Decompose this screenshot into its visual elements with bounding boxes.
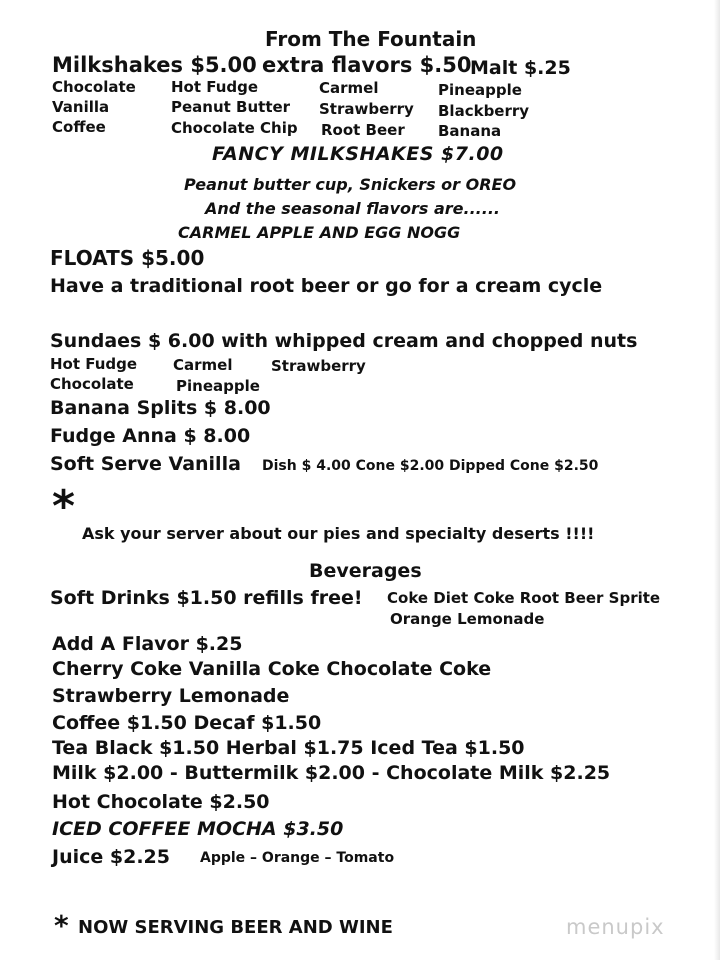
menupix-watermark: menupix [566, 915, 665, 939]
milk-price: Milk $2.00 - Buttermilk $2.00 - Chocolate Milk $2.25 [52, 762, 611, 784]
fancy-milkshakes-heading: FANCY MILKSHAKES $7.00 [212, 143, 504, 165]
seasonal-flavors-list: CARMEL APPLE AND EGG NOGG [178, 223, 461, 242]
floats-description: Have a traditional root beer or go for a cream cycle [50, 275, 603, 297]
sundae-flavor: Strawberry [271, 357, 366, 375]
strawberry-lemonade: Strawberry Lemonade [52, 685, 290, 707]
flavor-item: Coffee [52, 118, 106, 136]
footer-asterisk: * [54, 909, 69, 942]
flavor-item: Vanilla [52, 98, 110, 116]
flavor-item: Peanut Butter [171, 98, 291, 116]
beverages-title: Beverages [309, 560, 422, 582]
hot-chocolate-price: Hot Chocolate $2.50 [52, 791, 270, 813]
flavor-item: Strawberry [319, 100, 414, 118]
extra-flavors-price: extra flavors $.50 [262, 53, 472, 77]
soft-drinks-price: Soft Drinks $1.50 refills free! [50, 587, 363, 609]
beer-wine-note: NOW SERVING BEER AND WINE [78, 917, 393, 938]
flavored-cokes: Cherry Coke Vanilla Coke Chocolate Coke [52, 658, 492, 680]
add-flavor-price: Add A Flavor $.25 [52, 633, 243, 655]
flavor-item: Hot Fudge [171, 78, 259, 96]
milkshakes-price: Milkshakes $5.00 [52, 53, 257, 77]
sundae-flavor: Chocolate [50, 375, 134, 393]
fudge-anna-price: Fudge Anna $ 8.00 [50, 425, 251, 447]
flavor-item: Carmel [319, 79, 379, 97]
soft-drinks-list: Orange Lemonade [390, 610, 545, 628]
flavor-item: Chocolate Chip [171, 119, 298, 137]
malt-price: Malt $.25 [470, 57, 571, 79]
juice-price: Juice $2.25 [52, 846, 170, 868]
soft-serve-prices: Dish $ 4.00 Cone $2.00 Dipped Cone $2.50 [262, 458, 599, 474]
fountain-title: From The Fountain [265, 27, 477, 51]
page-edge-shadow [714, 0, 720, 960]
asterisk-mark: * [52, 481, 76, 532]
flavor-item: Banana [438, 122, 502, 140]
soft-serve-title: Soft Serve Vanilla [50, 453, 241, 475]
flavor-item: Root Beer [321, 121, 405, 139]
banana-splits-price: Banana Splits $ 8.00 [50, 397, 271, 419]
soft-drinks-list: Coke Diet Coke Root Beer Sprite [387, 589, 661, 607]
iced-coffee-price: ICED COFFEE MOCHA $3.50 [52, 818, 344, 840]
flavor-item: Pineapple [438, 81, 522, 99]
sundae-flavor: Pineapple [176, 377, 260, 395]
fancy-flavors-line: Peanut butter cup, Snickers or OREO [184, 175, 517, 194]
floats-price: FLOATS $5.00 [50, 246, 205, 270]
juice-list: Apple – Orange – Tomato [200, 850, 395, 866]
sundae-flavor: Carmel [173, 356, 233, 374]
tea-price: Tea Black $1.50 Herbal $1.75 Iced Tea $1.50 [52, 737, 525, 759]
coffee-price: Coffee $1.50 Decaf $1.50 [52, 712, 322, 734]
seasonal-flavors-line: And the seasonal flavors are...... [205, 199, 500, 218]
flavor-item: Blackberry [438, 102, 530, 120]
pies-note: Ask your server about our pies and specialty deserts !!!! [82, 524, 595, 543]
sundae-flavor: Hot Fudge [50, 355, 138, 373]
flavor-item: Chocolate [52, 78, 136, 96]
sundaes-price: Sundaes $ 6.00 with whipped cream and chopped nuts [50, 330, 638, 352]
